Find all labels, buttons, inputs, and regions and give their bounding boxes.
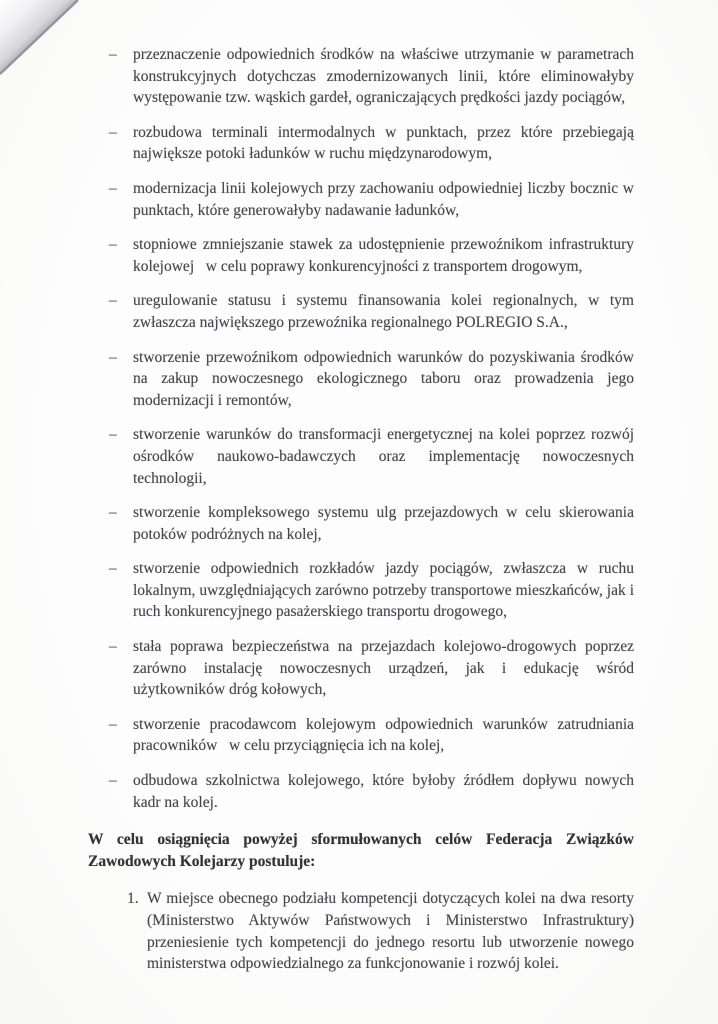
item-number: 1. — [127, 890, 139, 908]
postulate-bullet-list — [88, 44, 638, 813]
bullet-dash: – — [109, 560, 117, 578]
closing-statement: W celu osiągnięcia powyżej sformułowanych celów Federacja Związków Zawodowych Kolejarzy postuluje: — [88, 831, 634, 870]
bullet-dash: – — [109, 46, 117, 63]
list-item — [88, 290, 638, 333]
bullet-text: modernizacja linii kolejowych przy zachowaniu odpowiedniej liczby bocznic w punktach, które generowałyby nadawanie ładunków, — [133, 179, 638, 219]
bullet-dash: – — [109, 348, 117, 366]
list-item — [88, 502, 638, 545]
bullet-dash: – — [109, 179, 117, 197]
bullet-text: stworzenie kompleksowego systemu ulg przejazdowych w celu skierowania potoków podróżnych na kolej, — [133, 504, 638, 543]
bullet-text: stworzenie pracodawcom kolejowym odpowiednich warunków zatrudniania pracowników w celu przyciągnięcia ich na kolej, — [133, 715, 638, 755]
bullet-text: stopniowe zmniejszanie stawek za udostępnienie przewoźnikom infrastruktury kolejowej w celu poprawy konkurencyjności z transportem drogowym, — [133, 236, 638, 275]
list-item — [88, 178, 638, 221]
bullet-text: stworzenie przewoźnikom odpowiednich warunków do pozyskiwania środków na zakup nowoczesnego ekologicznego taboru oraz prowadzenia jego modernizacji i remontów, — [133, 348, 638, 409]
bullet-text: stała poprawa bezpieczeństwa na przejazdach kolejowo-drogowych poprzez zarówno instalację nowoczesnych urządzeń, jak i edukację wśród użytkowników dróg kołowych, — [133, 638, 638, 699]
bullet-dash: – — [109, 772, 117, 790]
bullet-dash: – — [109, 426, 117, 444]
list-item — [88, 558, 638, 623]
list-item — [88, 122, 638, 165]
numbered-item — [88, 888, 638, 974]
item-text: W miejsce obecnego podziału kompetencji dotyczących kolei na dwa resorty (Ministerstwo Aktywów Państwowych i Ministerstwo Infrastruktury) przeniesienie tych kompetencji do jednego resortu lub utworzenie nowego ministerstwa odpowiedzialnego za funkcjonowanie i rozwój kolei. — [147, 890, 638, 973]
page-fold-corner — [0, 0, 82, 78]
list-item — [88, 636, 638, 701]
postulate-numbered-list — [88, 888, 638, 974]
bullet-text: rozbudowa terminali intermodalnych w punktach, przez które przebiegają największe potoki ładunków w ruchu międzynarodowym, — [133, 123, 638, 163]
bullet-text: uregulowanie statusu i systemu finansowania kolei regionalnych, w tym zwłaszcza największego przewoźnika regionalnego POLREGIO S.A., — [133, 292, 638, 331]
list-item — [88, 714, 638, 757]
bullet-dash: – — [109, 292, 117, 310]
bullet-text: przeznaczenie odpowiednich środków na właściwe utrzymanie w parametrach konstrukcyjnych dotychczas zmodernizowanych linii, które eliminowałyby występowanie tzw. wąskich gardeł, ograniczających prędkości jazdy pociągów, — [133, 46, 638, 107]
list-item — [88, 44, 638, 109]
list-item — [88, 234, 638, 277]
bullet-text: stworzenie warunków do transformacji energetycznej na kolei poprzez rozwój ośrodków naukowo-badawczych oraz implementację nowoczesnych technologii, — [133, 426, 638, 487]
list-item — [88, 424, 638, 489]
bullet-dash: – — [109, 504, 117, 522]
bullet-text: stworzenie odpowiednich rozkładów jazdy pociągów, zwłaszcza w ruchu lokalnym, uwzględniających zarówno potrzeby transportowe mieszkańców, jak i ruch konkurencyjnego pasażerskiego transportu drogowego, — [133, 560, 638, 621]
bullet-dash: – — [109, 638, 117, 656]
list-item — [88, 347, 638, 412]
list-item — [88, 770, 638, 813]
bullet-text: odbudowa szkolnictwa kolejowego, które byłoby źródłem dopływu nowych kadr na kolej. — [133, 772, 638, 811]
bullet-dash: – — [109, 236, 117, 254]
bullet-dash: – — [109, 715, 117, 733]
document-body — [88, 44, 638, 988]
bullet-dash: – — [109, 123, 117, 141]
